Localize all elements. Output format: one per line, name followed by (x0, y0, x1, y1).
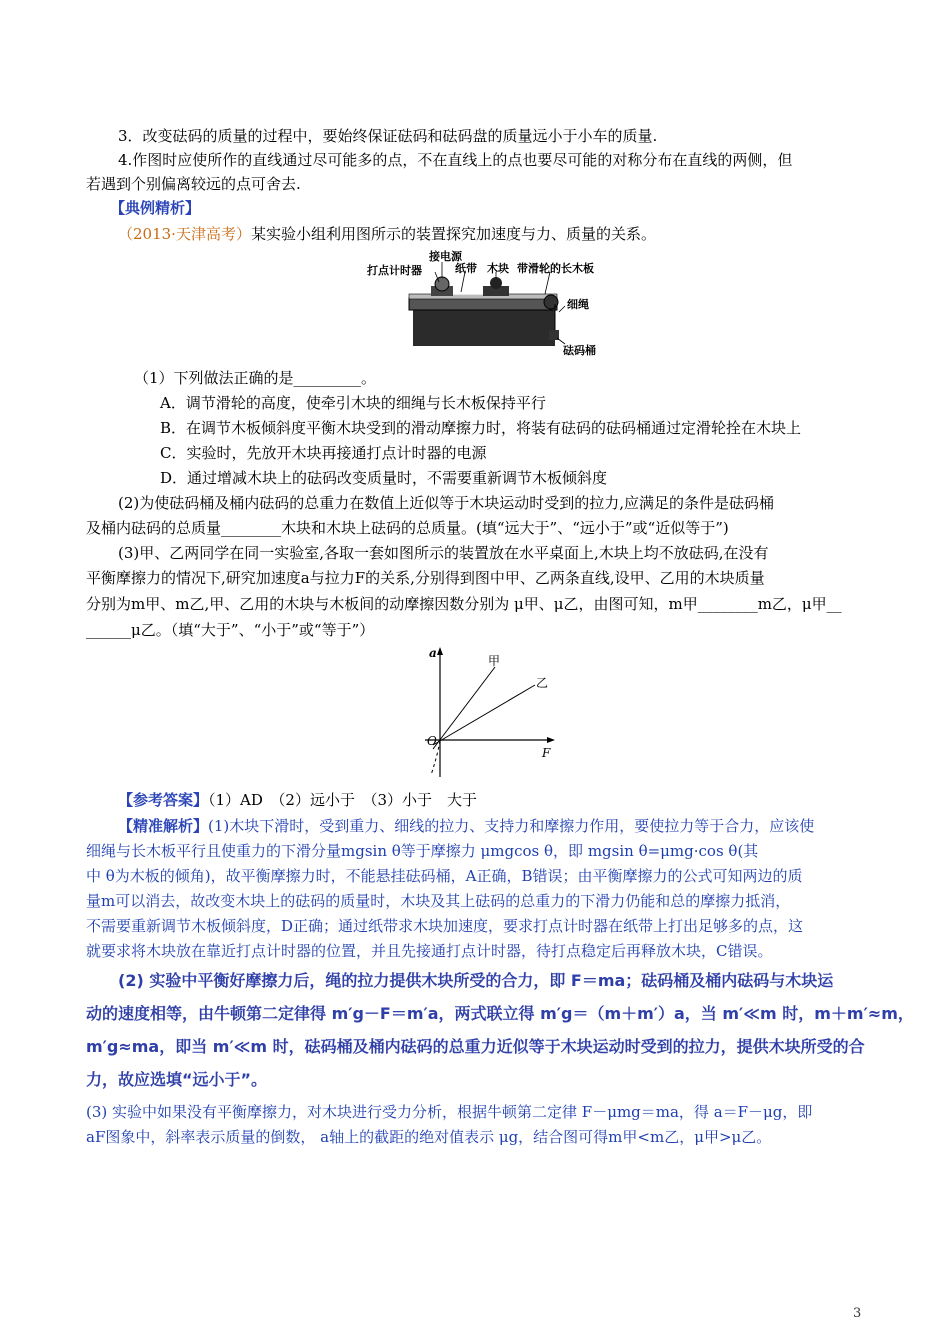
analysis-p1-line1 (118, 816, 814, 836)
example-source: （2013·天津高考） (118, 225, 251, 243)
example-intro-text: 某实验小组利用图所示的装置探究加速度与力、质量的关系。 (250, 225, 656, 243)
line-jia-label: 甲 (488, 654, 501, 668)
af-graph (395, 645, 565, 785)
question-1: （1）下列做法正确的是_________。 (134, 369, 377, 387)
option-a: A．调节滑轮的高度，使牵引木块的细绳与长木板保持平行 (160, 394, 546, 412)
analysis-p1-line5: 不需要重新调节木板倾斜度，D正确；通过纸带求木块加速度，要求打点计时器在纸带上打出足够多的点，这 (86, 917, 804, 935)
label-power: 接电源 (429, 250, 462, 263)
analysis-p2-line1: (2) 实验中平衡好摩擦力后，绳的拉力提供木块所受的合力，即 F＝ma；砝码桶及桶内砝码与木块运 (118, 971, 834, 990)
question-3-line4: ______μ乙。（填“大于”、“小于”或“等于”） (86, 621, 375, 639)
line-jia (433, 667, 495, 749)
option-b: B．在调节木板倾斜度平衡木块受到的滑动摩擦力时，将装有砝码的砝码桶通过定滑轮拴在木块上 (160, 419, 802, 437)
label-block: 木块 (487, 262, 509, 275)
analysis-p1-line3: 中 θ为木板的倾角)，故平衡摩擦力时，不能悬挂砝码桶，A正确，B错误；由平衡摩擦力的公式可知两边的质 (86, 867, 803, 885)
question-2-line1: (2)为使砝码桶及桶内砝码的总重力在数值上近似等于木块运动时受到的拉力,应满足的条件是砝码桶 (118, 494, 775, 512)
analysis-p1-line2: 细绳与长木板平行且使重力的下滑分量mgsin θ等于摩擦力 μmgcos θ，即 mgsin θ=μmg·cos θ(其 (86, 842, 759, 860)
label-bucket: 砝码桶 (563, 344, 596, 357)
apparatus-figure (365, 248, 615, 358)
answer-label: 【参考答案】 (118, 791, 209, 809)
analysis-p3-line1: (3) 实验中如果没有平衡摩擦力，对木块进行受力分析，根据牛顿第二定律 F－μmg＝ma，得 a＝F－μg，即 (86, 1103, 813, 1121)
question-2-line2: 及桶内砝码的总质量________木块和木块上砝码的总质量。(填“远大于”、“远小于”或“近似等于”) (86, 519, 729, 537)
line-yi (433, 685, 535, 745)
label-rope: 细绳 (567, 298, 589, 311)
option-c: C．实验时，先放开木块再接通打点计时器的电源 (160, 444, 487, 462)
page-number: 3 (853, 1306, 862, 1321)
tip-3: 3．改变砝码的质量的过程中，要始终保证砝码和砝码盘的质量远小于小车的质量. (118, 127, 658, 145)
line-yi-label: 乙 (536, 676, 549, 690)
label-timer: 打点计时器 (367, 264, 422, 277)
option-d: D．通过增减木块上的砝码改变质量时，不需要重新调节木板倾斜度 (160, 469, 608, 487)
analysis-p1-line4: 量m可以消去，故改变木块上的砝码的质量时，木块及其上砝码的总重力的下滑力仍能和总的摩擦力抵消， (86, 892, 791, 910)
analysis-label: 【精准解析】 (118, 817, 209, 835)
analysis-p2-line2: 动的速度相等，由牛顿第二定律得 m′g－F＝m′a，两式联立得 m′g＝（m＋m′）a，当 m′≪m 时，m＋m′≈m， (86, 1004, 914, 1023)
answer-row (118, 790, 477, 810)
question-3-line2: 平衡摩擦力的情况下,研究加速度a与拉力F的关系,分别得到图中甲、乙两条直线,设甲、乙用的木块质量 (86, 569, 765, 587)
origin-label: O (427, 734, 437, 748)
tip-4-line2: 若遇到个别偏离较远的点可舍去. (86, 175, 301, 193)
question-3-line3: 分别为m甲、m乙,甲、乙用的木块与木板间的动摩擦因数分别为 μ甲、μ乙，由图可知，m甲________m乙，μ甲__ (86, 595, 842, 613)
example-heading: 【典例精析】 (110, 199, 201, 217)
analysis-p3-line2: aF图象中，斜率表示质量的倒数， a轴上的截距的绝对值表示 μg，结合图可得m甲<m乙，μ甲>μ乙。 (86, 1128, 772, 1146)
y-axis-arrow-icon (437, 647, 443, 655)
x-axis-arrow-icon (547, 737, 555, 743)
analysis-p1a: (1)木块下滑时，受到重力、细线的拉力、支持力和摩擦力作用，要使拉力等于合力，应该使 (208, 817, 815, 835)
label-tape: 纸带 (455, 262, 477, 275)
analysis-p2-line3: m′g≈ma，即当 m′≪m 时，砝码桶及桶内砝码的总重力近似等于木块运动时受到的拉力，提供木块所受的合 (86, 1037, 865, 1056)
question-3-line1: (3)甲、乙两同学在同一实验室,各取一套如图所示的装置放在水平桌面上,木块上均不放砝码,在没有 (118, 544, 769, 562)
y-axis-label: a (429, 646, 437, 660)
x-axis-label: F (542, 746, 551, 760)
label-board: 带滑轮的长木板 (517, 262, 594, 275)
example-intro (118, 224, 656, 244)
analysis-p1-line6: 就要求将木块放在靠近打点计时器的位置，并且先接通打点计时器，待打点稳定后再释放木块，C错误。 (86, 942, 773, 960)
tip-4-line1: 4.作图时应使所作的直线通过尽可能多的点，不在直线上的点也要尽可能的对称分布在直线的两侧，但 (118, 151, 793, 169)
answer-text: （1）AD （2）远小于 （3）小于 大于 (208, 791, 478, 809)
analysis-p2-line4: 力，故应选填“远小于”。 (86, 1070, 268, 1089)
